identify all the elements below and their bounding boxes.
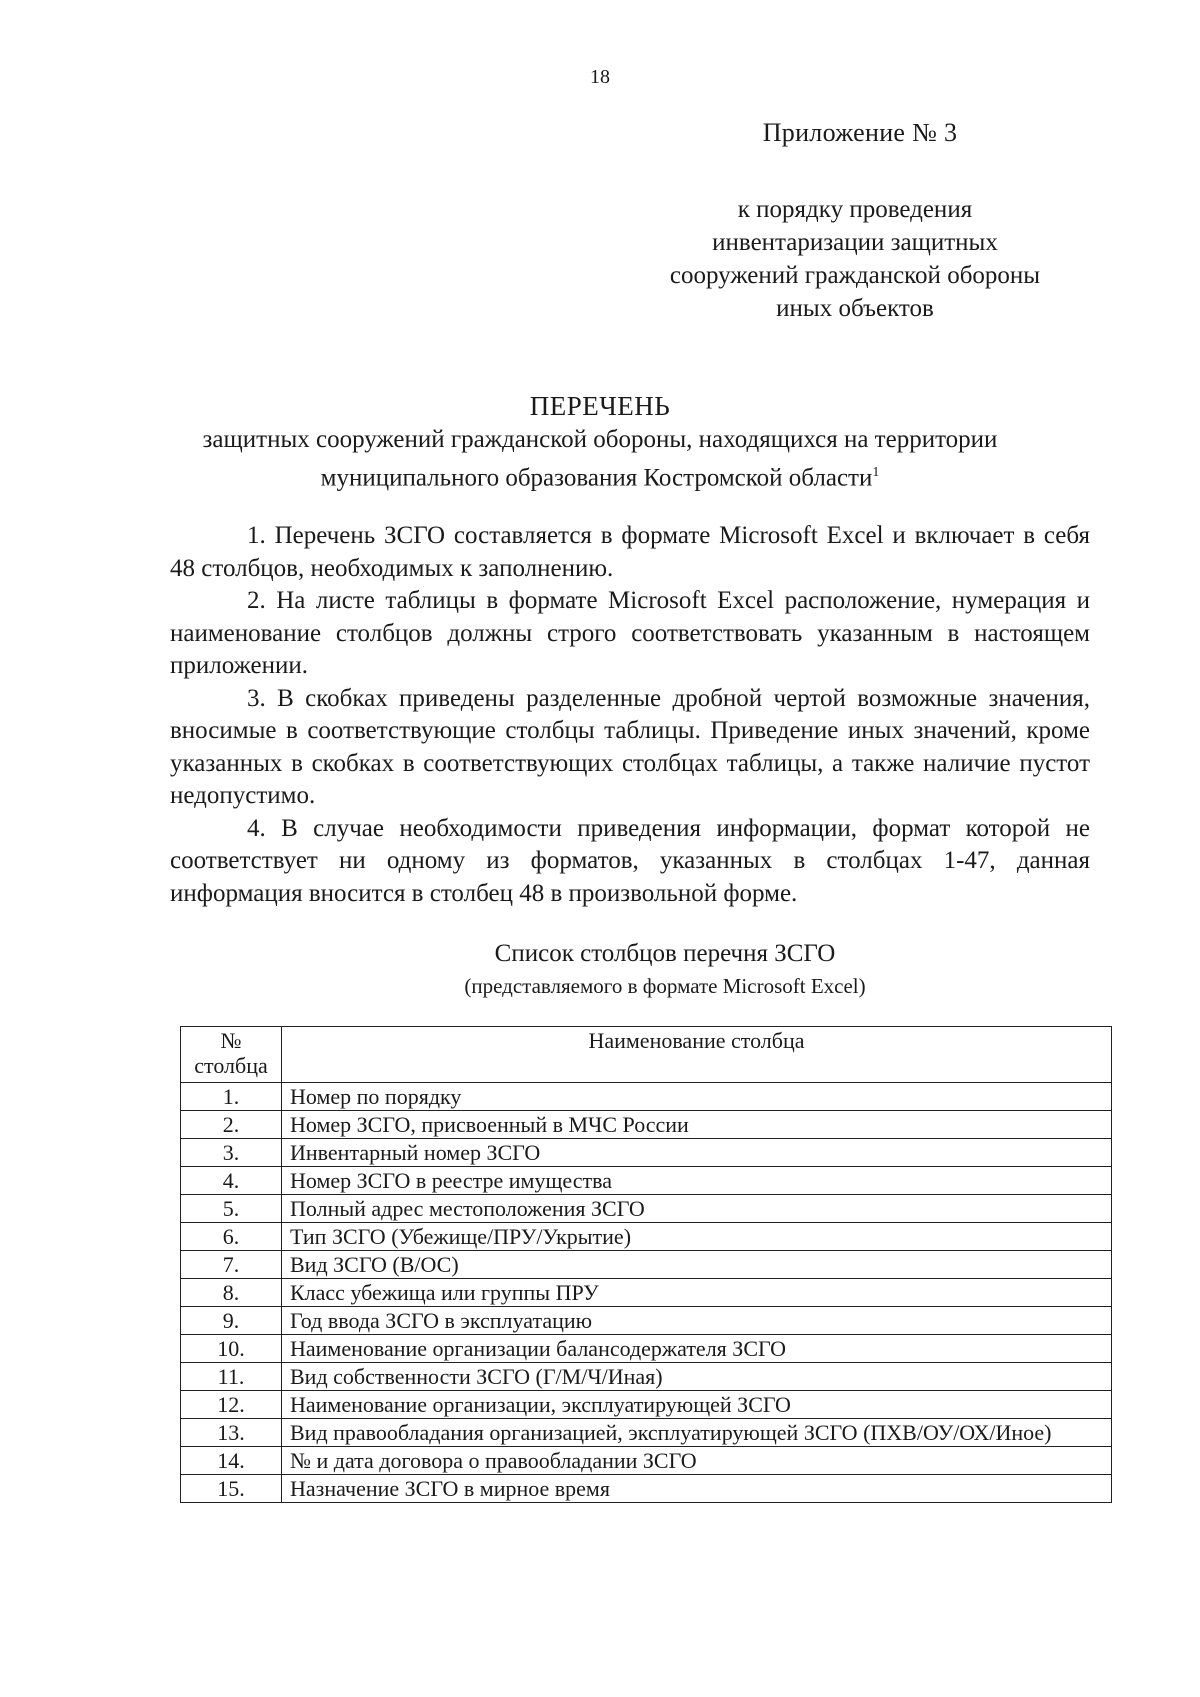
table-row [181, 1335, 1112, 1363]
procedure-reference [630, 193, 1080, 325]
column-number-cell: 13. [181, 1419, 282, 1447]
procedure-line: сооружений гражданской обороны [669, 262, 1041, 289]
column-number-cell: 8. [181, 1279, 282, 1307]
table-row [181, 1111, 1112, 1139]
table-row [181, 1195, 1112, 1223]
document-title [0, 389, 1200, 494]
table-header-row [181, 1027, 1112, 1083]
table-row [181, 1167, 1112, 1195]
column-name-cell: Назначение ЗСГО в мирное время [282, 1475, 1112, 1503]
column-number-cell: 4. [181, 1167, 282, 1195]
column-number-cell: 14. [181, 1447, 282, 1475]
paragraph-4: 4. В случае необходимости приведения информации, формат которой не соответствует ни одному из форматов, указанных в столбцах 1-47, данная информация вносится в столбец 48 в произвольной форме. [170, 814, 1090, 907]
column-number-cell: 7. [181, 1251, 282, 1279]
columns-table [180, 1026, 1112, 1503]
procedure-line: инвентаризации защитных [712, 229, 998, 256]
column-name-cell: № и дата договора о правообладании ЗСГО [282, 1447, 1112, 1475]
column-name-cell: Вид правообладания организацией, эксплуатирующей ЗСГО (ПХВ/ОУ/ОХ/Иное) [282, 1419, 1112, 1447]
procedure-line: к порядку проведения [737, 196, 973, 223]
paragraph-3: 3. В скобках приведены разделенные дробной чертой возможные значения, вносимые в соответствующие столбцы таблицы. Приведение иных значений, кроме указанных в скобках в соответствующих столбцах таблицы, а также наличие пустот недопустимо. [170, 684, 1090, 809]
title-line-1: защитных сооружений гражданской обороны, находящихся на территории [202, 426, 998, 453]
column-number-cell: 9. [181, 1307, 282, 1335]
column-name-cell: Полный адрес местоположения ЗСГО [282, 1195, 1112, 1223]
table-row [181, 1139, 1112, 1167]
page-number: 18 [590, 66, 610, 88]
appendix-label: Приложение № 3 [762, 118, 958, 147]
column-number-cell: 2. [181, 1111, 282, 1139]
table-row [181, 1475, 1112, 1503]
table-row [181, 1223, 1112, 1251]
table-row [181, 1447, 1112, 1475]
table-row [181, 1419, 1112, 1447]
column-number-cell: 10. [181, 1335, 282, 1363]
column-name-cell: Класс убежища или группы ПРУ [282, 1279, 1112, 1307]
column-name-cell: Номер ЗСГО в реестре имущества [282, 1167, 1112, 1195]
table-body [181, 1083, 1112, 1503]
column-number-cell: 15. [181, 1475, 282, 1503]
column-name-cell: Номер ЗСГО, присвоенный в МЧС России [282, 1111, 1112, 1139]
title-line-2-text: муниципального образования Костромской области [320, 464, 873, 492]
procedure-line: иных объектов [776, 295, 934, 322]
paragraph-1: 1. Перечень ЗСГО составляется в формате Microsoft Excel и включает в себя 48 столбцов, необходимых к заполнению. [170, 522, 1090, 582]
column-number-cell: 12. [181, 1391, 282, 1419]
header-column-name: Наименование столбца [282, 1027, 1112, 1083]
column-name-cell: Вид собственности ЗСГО (Г/М/Ч/Иная) [282, 1363, 1112, 1391]
column-name-cell: Год ввода ЗСГО в эксплуатацию [282, 1307, 1112, 1335]
footnote-mark: 1 [872, 465, 880, 480]
column-name-cell: Вид ЗСГО (В/ОС) [282, 1251, 1112, 1279]
column-number-cell: 6. [181, 1223, 282, 1251]
column-name-cell: Инвентарный номер ЗСГО [282, 1139, 1112, 1167]
header-column-number: № столбца [181, 1027, 282, 1083]
column-number-cell: 11. [181, 1363, 282, 1391]
column-number-cell: 1. [181, 1083, 282, 1111]
table-row [181, 1279, 1112, 1307]
title-line-2 [0, 456, 1200, 494]
column-name-cell: Наименование организации, эксплуатирующей ЗСГО [282, 1391, 1112, 1419]
list-subtitle: (представляемого в формате Microsoft Excel) [464, 974, 866, 998]
column-name-cell: Номер по порядку [282, 1083, 1112, 1111]
column-number-cell: 5. [181, 1195, 282, 1223]
table-row [181, 1083, 1112, 1111]
paragraph-2: 2. На листе таблицы в формате Microsoft Excel расположение, нумерация и наименование столбцов должны строго соответствовать указанным в настоящем приложении. [170, 587, 1090, 679]
table-row [181, 1363, 1112, 1391]
table-row [181, 1251, 1112, 1279]
table-row [181, 1307, 1112, 1335]
list-title: Список столбцов перечня ЗСГО [494, 940, 836, 967]
body-text [170, 520, 1090, 910]
column-name-cell: Тип ЗСГО (Убежище/ПРУ/Укрытие) [282, 1223, 1112, 1251]
title-main: ПЕРЕЧЕНЬ [529, 391, 671, 421]
column-number-cell: 3. [181, 1139, 282, 1167]
column-name-cell: Наименование организации балансодержателя ЗСГО [282, 1335, 1112, 1363]
table-row [181, 1391, 1112, 1419]
